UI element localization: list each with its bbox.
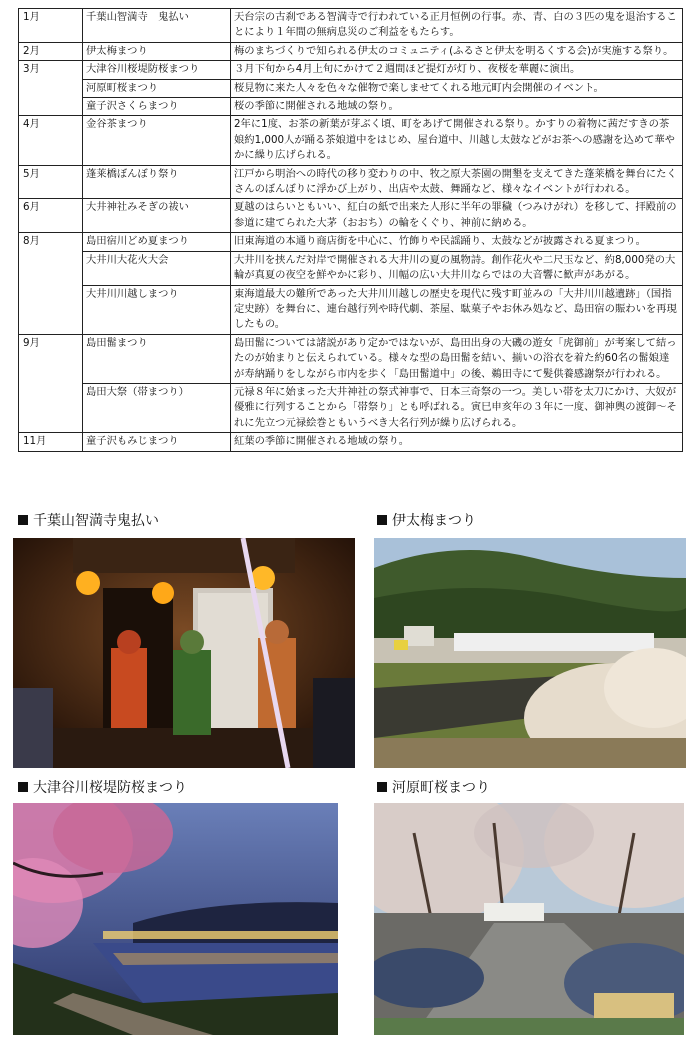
photo-otsuyagawa-sakura xyxy=(13,803,338,1035)
square-bullet-icon xyxy=(18,515,28,525)
table-row xyxy=(19,383,683,432)
festival-name: 伊太梅まつり xyxy=(83,42,231,60)
photo-caption-ita-ume: 伊太梅まつり xyxy=(377,512,476,530)
festival-description: 梅のまちづくりで知られる伊太のコミュニティ(ふるさと伊太を明るくする会)が実施する祭り。 xyxy=(231,42,683,60)
table-row xyxy=(19,233,683,251)
festival-description: 東海道最大の難所であった大井川川越しの歴史を現代に残す町並みの「大井川川越遺跡」（国指定史跡）を舞台に、連台越行列や時代劇、茶屋、駄菓子やお休み処など、島田宿の賑わいを再現したもの。 xyxy=(231,285,683,334)
square-bullet-icon xyxy=(377,782,387,792)
festival-name: 大津谷川桜堤防桜まつり xyxy=(83,61,231,79)
festival-name: 童子沢もみじまつり xyxy=(83,433,231,451)
festival-description: 江戸から明治への時代の移り変わりの中、牧之原大茶園の開墾を支えてきた蓬莱橋を舞台にたくさんのぼんぼりに浮かび上がり、出店や太鼓、舞踊など、様々なイベントが行われる。 xyxy=(231,165,683,199)
photo-kawaramachi-sakura xyxy=(374,803,684,1035)
festival-description: 島田髷については諸説があり定かではないが、島田出身の大磯の遊女「虎御前」が考案して結ったのが始まりと伝えられている。様々な型の島田髷を結い、揃いの浴衣を着た約60名の髷娘達が寿納踊りをしながら市内を歩く「島田髷道中」の後、鵜田寺にて髪供養感謝祭が行われる。 xyxy=(231,334,683,383)
festival-description: ３月下旬から4月上旬にかけて２週間ほど提灯が灯り、夜桜を華麗に演出。 xyxy=(231,61,683,79)
photo-chimanji-oni-harai xyxy=(13,538,355,768)
table-row xyxy=(19,334,683,383)
table-row xyxy=(19,61,683,79)
month-cell: 6月 xyxy=(19,199,83,233)
festival-name: 千葉山智満寺 鬼払い xyxy=(83,9,231,43)
month-cell: 11月 xyxy=(19,433,83,451)
festival-description: 紅葉の季節に開催される地域の祭り。 xyxy=(231,433,683,451)
month-cell: 3月 xyxy=(19,61,83,116)
festival-name: 島田髷まつり xyxy=(83,334,231,383)
month-cell: 9月 xyxy=(19,334,83,432)
festival-description: 旧東海道の本通り商店街を中心に、竹飾りや民謡踊り、太鼓などが披露される夏まつり。 xyxy=(231,233,683,251)
photo-caption-chimanji: 千葉山智満寺鬼払い xyxy=(18,512,159,530)
photo-caption-kawaramachi: 河原町桜まつり xyxy=(377,779,490,797)
festival-description: 夏越のはらいともいい、紅白の紙で出来た人形に半年の罪穢（つみけがれ）を移して、拝殿前の参道に建てられた大茅（おおち）の輪をくぐり、神前に納める。 xyxy=(231,199,683,233)
festival-description: 桜の季節に開催される地域の祭り。 xyxy=(231,98,683,116)
table-row xyxy=(19,79,683,97)
table-row xyxy=(19,199,683,233)
festival-description: 2年に1度、お茶の新葉が芽ぶく頃、町をあげて開催される祭り。かすりの着物に茜だすきの茶娘約1,000人が踊る茶娘道中をはじめ、屋台道中、川越し太鼓などがお茶への感謝を込めて華やかに繰り広げられる。 xyxy=(231,116,683,165)
photo-caption-otsuyagawa: 大津谷川桜堤防桜まつり xyxy=(18,779,187,797)
table-row xyxy=(19,116,683,165)
festival-name: 大井神社みそぎの祓い xyxy=(83,199,231,233)
table-row xyxy=(19,165,683,199)
square-bullet-icon xyxy=(18,782,28,792)
month-cell: 4月 xyxy=(19,116,83,165)
table-row xyxy=(19,285,683,334)
table-row xyxy=(19,98,683,116)
festival-description: 元禄８年に始まった大井神社の祭式神事で、日本三奇祭の一つ。美しい帯を太刀にかけ、大奴が優雅に行列することから「帯祭り」とも呼ばれる。寅巳申亥年の３年に一度、御神輿の渡御～それに先立つ元禄絵巻ともいうべき大名行列が繰り広げられる。 xyxy=(231,383,683,432)
table-row xyxy=(19,9,683,43)
festival-table xyxy=(18,8,683,452)
festival-name: 金谷茶まつり xyxy=(83,116,231,165)
month-cell: 1月 xyxy=(19,9,83,43)
festival-name: 大井川川越しまつり xyxy=(83,285,231,334)
table-row xyxy=(19,251,683,285)
festival-description: 大井川を挟んだ対岸で開催される大井川の夏の風物詩。創作花火や二尺玉など、約8,000発の大輪が真夏の夜空を鮮やかに彩り、川幅の広い大井川ならではの大音響に歓声があがる。 xyxy=(231,251,683,285)
month-cell: 5月 xyxy=(19,165,83,199)
festival-description: 桜見物に来た人々を色々な催物で楽しませてくれる地元町内会開催のイベント。 xyxy=(231,79,683,97)
festival-name: 大井川大花火大会 xyxy=(83,251,231,285)
table-row xyxy=(19,42,683,60)
festival-description: 天台宗の古刹である智満寺で行われている正月恒例の行事。赤、青、白の３匹の鬼を退治することにより１年間の無病息災のご利益をもたらす。 xyxy=(231,9,683,43)
festival-name: 島田宿川どめ夏まつり xyxy=(83,233,231,251)
festival-name: 童子沢さくらまつり xyxy=(83,98,231,116)
month-cell: 8月 xyxy=(19,233,83,334)
month-cell: 2月 xyxy=(19,42,83,60)
festival-name: 島田大祭（帯まつり） xyxy=(83,383,231,432)
square-bullet-icon xyxy=(377,515,387,525)
festival-name: 蓬莱橋ぼんぼり祭り xyxy=(83,165,231,199)
table-row xyxy=(19,433,683,451)
festival-name: 河原町桜まつり xyxy=(83,79,231,97)
photo-ita-ume-matsuri xyxy=(374,538,686,768)
